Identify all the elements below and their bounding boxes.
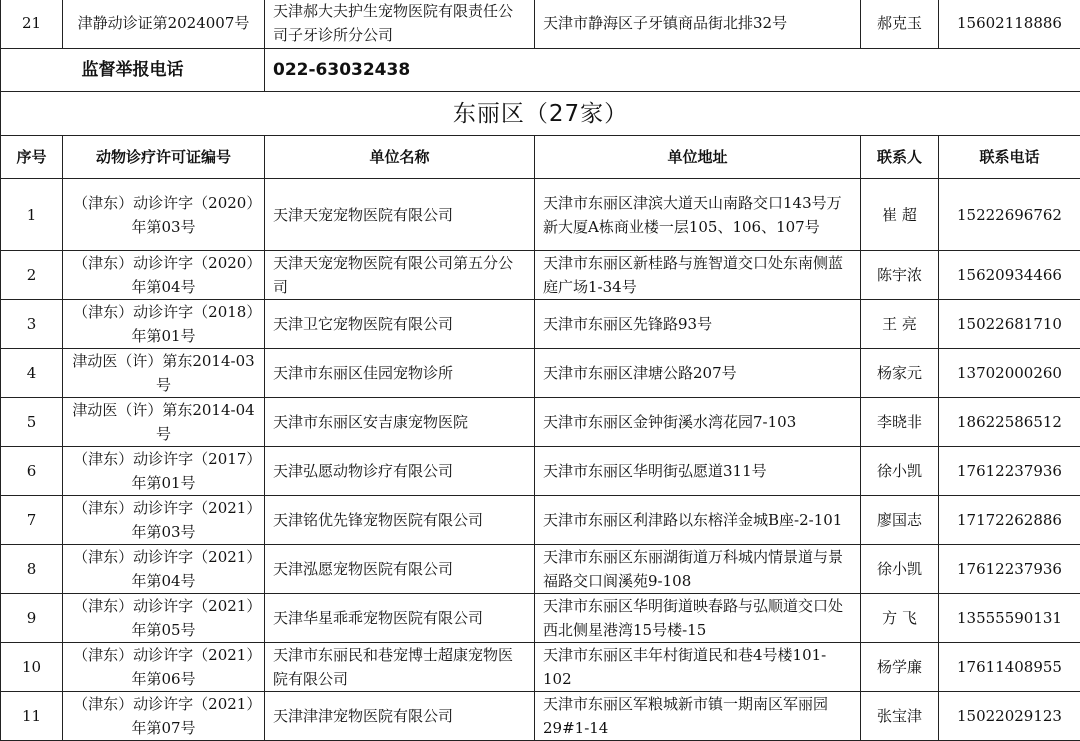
header-contact: 联系人 xyxy=(861,136,939,179)
header-license: 动物诊疗许可证编号 xyxy=(63,136,265,179)
license-number: 津动医（许）第东2014-04号 xyxy=(63,398,265,447)
unit-name: 天津弘愿动物诊疗有限公司 xyxy=(265,447,535,496)
table-row-prev xyxy=(1,0,1080,49)
contact-phone: 17612237936 xyxy=(939,447,1080,496)
contact-person: 徐小凯 xyxy=(861,545,939,594)
contact-person: 方 飞 xyxy=(861,594,939,643)
unit-address: 天津市东丽区军粮城新市镇一期南区军丽园29#1-14 xyxy=(535,692,861,741)
contact-phone: 15620934466 xyxy=(939,251,1080,300)
row-number: 8 xyxy=(1,545,63,594)
unit-address: 天津市东丽区丰年村街道民和巷4号楼101-102 xyxy=(535,643,861,692)
row-number: 1 xyxy=(1,179,63,251)
table-row xyxy=(1,692,1080,741)
row-number: 11 xyxy=(1,692,63,741)
unit-name: 天津铭优先锋宠物医院有限公司 xyxy=(265,496,535,545)
contact-phone: 17612237936 xyxy=(939,545,1080,594)
hotline-number: 022-63032438 xyxy=(265,49,1080,92)
contact-person: 李晓非 xyxy=(861,398,939,447)
unit-name: 天津卫它宠物医院有限公司 xyxy=(265,300,535,349)
row-number: 9 xyxy=(1,594,63,643)
header-name: 单位名称 xyxy=(265,136,535,179)
hotline-label: 监督举报电话 xyxy=(1,49,265,92)
license-number: （津东）动诊许字（2020）年第03号 xyxy=(63,179,265,251)
table-row xyxy=(1,447,1080,496)
row-number: 10 xyxy=(1,643,63,692)
unit-name: 天津津津宠物医院有限公司 xyxy=(265,692,535,741)
unit-address: 天津市东丽区华明街道映春路与弘顺道交口处西北侧星港湾15号楼-15 xyxy=(535,594,861,643)
unit-name: 天津泓愿宠物医院有限公司 xyxy=(265,545,535,594)
license-number: （津东）动诊许字（2021）年第05号 xyxy=(63,594,265,643)
header-address: 单位地址 xyxy=(535,136,861,179)
table-row xyxy=(1,398,1080,447)
contact-phone: 15022681710 xyxy=(939,300,1080,349)
license-number: （津东）动诊许字（2018）年第01号 xyxy=(63,300,265,349)
table-row xyxy=(1,594,1080,643)
license-number: （津东）动诊许字（2021）年第06号 xyxy=(63,643,265,692)
header-row xyxy=(1,136,1080,179)
table-row xyxy=(1,251,1080,300)
row-number: 2 xyxy=(1,251,63,300)
contact-person: 张宝津 xyxy=(861,692,939,741)
table-row xyxy=(1,496,1080,545)
contact-person: 徐小凯 xyxy=(861,447,939,496)
unit-address: 天津市东丽区津滨大道天山南路交口143号万新大厦A栋商业楼一层105、106、107号 xyxy=(535,179,861,251)
license-number: 津静动诊证第2024007号 xyxy=(63,0,265,49)
contact-person: 廖国志 xyxy=(861,496,939,545)
row-number: 3 xyxy=(1,300,63,349)
license-number: 津动医（许）第东2014-03号 xyxy=(63,349,265,398)
district-title-row xyxy=(1,92,1080,136)
unit-address: 天津市东丽区东丽湖街道万科城内情景道与景福路交口阆溪苑9-108 xyxy=(535,545,861,594)
license-number: （津东）动诊许字（2021）年第07号 xyxy=(63,692,265,741)
license-number: （津东）动诊许字（2021）年第04号 xyxy=(63,545,265,594)
table-row xyxy=(1,349,1080,398)
license-number: （津东）动诊许字（2020）年第04号 xyxy=(63,251,265,300)
table-row xyxy=(1,643,1080,692)
unit-address: 天津市东丽区利津路以东榕洋金城B座-2-101 xyxy=(535,496,861,545)
contact-person: 陈宇浓 xyxy=(861,251,939,300)
unit-address: 天津市东丽区金钟街溪水湾花园7-103 xyxy=(535,398,861,447)
contact-phone: 13555590131 xyxy=(939,594,1080,643)
unit-name: 天津天宠宠物医院有限公司第五分公司 xyxy=(265,251,535,300)
unit-name: 天津华星乖乖宠物医院有限公司 xyxy=(265,594,535,643)
row-number: 6 xyxy=(1,447,63,496)
table-row xyxy=(1,545,1080,594)
row-number: 21 xyxy=(1,0,63,49)
row-number: 4 xyxy=(1,349,63,398)
contact-phone: 15602118886 xyxy=(939,0,1080,49)
table-row xyxy=(1,300,1080,349)
contact-person: 王 亮 xyxy=(861,300,939,349)
contact-person: 郝克玉 xyxy=(861,0,939,49)
contact-phone: 17611408955 xyxy=(939,643,1080,692)
contact-phone: 15222696762 xyxy=(939,179,1080,251)
header-no: 序号 xyxy=(1,136,63,179)
row-number: 7 xyxy=(1,496,63,545)
unit-name: 天津郝大夫护生宠物医院有限责任公司子牙诊所分公司 xyxy=(265,0,535,49)
contact-person: 杨学廉 xyxy=(861,643,939,692)
unit-address: 天津市东丽区华明街弘愿道311号 xyxy=(535,447,861,496)
table-row xyxy=(1,179,1080,251)
license-number: （津东）动诊许字（2017）年第01号 xyxy=(63,447,265,496)
row-number: 5 xyxy=(1,398,63,447)
contact-phone: 15022029123 xyxy=(939,692,1080,741)
unit-name: 天津市东丽民和巷宠博士超康宠物医院有限公司 xyxy=(265,643,535,692)
contact-person: 崔 超 xyxy=(861,179,939,251)
contact-phone: 13702000260 xyxy=(939,349,1080,398)
header-phone: 联系电话 xyxy=(939,136,1080,179)
unit-name: 天津市东丽区安吉康宠物医院 xyxy=(265,398,535,447)
contact-phone: 17172262886 xyxy=(939,496,1080,545)
hotline-row xyxy=(1,49,1080,92)
unit-address: 天津市东丽区新桂路与旌智道交口处东南侧蓝庭广场1-34号 xyxy=(535,251,861,300)
unit-address: 天津市东丽区先锋路93号 xyxy=(535,300,861,349)
contact-person: 杨家元 xyxy=(861,349,939,398)
unit-address: 天津市静海区子牙镇商品街北排32号 xyxy=(535,0,861,49)
unit-name: 天津市东丽区佳园宠物诊所 xyxy=(265,349,535,398)
contact-phone: 18622586512 xyxy=(939,398,1080,447)
license-number: （津东）动诊许字（2021）年第03号 xyxy=(63,496,265,545)
unit-name: 天津天宠宠物医院有限公司 xyxy=(265,179,535,251)
unit-address: 天津市东丽区津塘公路207号 xyxy=(535,349,861,398)
district-title: 东丽区（27家） xyxy=(1,92,1080,136)
